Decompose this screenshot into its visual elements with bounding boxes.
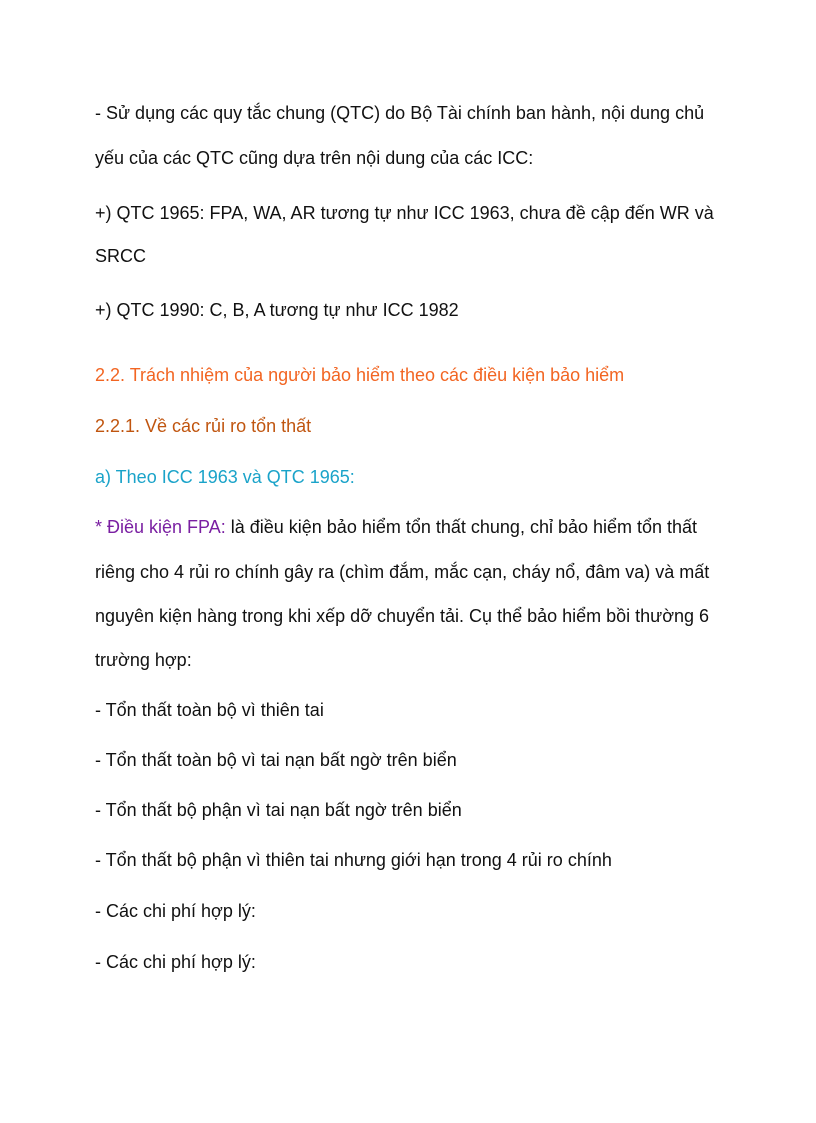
fpa-label: * Điều kiện FPA: (95, 517, 226, 537)
fpa-line-1-text: là điều kiện bảo hiểm tổn thất chung, chỉ bảo hiểm tổn thất (225, 517, 698, 537)
intro-line-1: - Sử dụng các quy tắc chung (QTC) do Bộ Tài chính ban hành, nội dung chủ (95, 103, 705, 123)
fpa-line-3: nguyên kiện hàng trong khi xếp dỡ chuyển tải. Cụ thể bảo hiểm bồi thường 6 (95, 606, 710, 626)
intro-line-2: yếu của các QTC cũng dựa trên nội dung của các ICC: (95, 148, 534, 168)
case-item: - Các chi phí hợp lý: (95, 901, 256, 921)
qtc1965-line-2: SRCC (95, 246, 147, 266)
section-heading: 2.2. Trách nhiệm của người bảo hiểm theo các điều kiện bảo hiểm (95, 365, 625, 385)
case-item: - Tổn thất toàn bộ vì thiên tai (95, 700, 324, 720)
subsection-heading: 2.2.1. Về các rủi ro tổn thất (95, 416, 312, 436)
fpa-line-2: riêng cho 4 rủi ro chính gây ra (chìm đắm, mắc cạn, cháy nổ, đâm va) và mất (95, 562, 710, 582)
case-item: - Các chi phí hợp lý: (95, 952, 256, 972)
subsubsection-heading: a) Theo ICC 1963 và QTC 1965: (95, 467, 355, 487)
case-item: - Tổn thất bộ phận vì tai nạn bất ngờ trên biển (95, 800, 462, 820)
case-item: - Tổn thất bộ phận vì thiên tai nhưng giới hạn trong 4 rủi ro chính (95, 850, 612, 870)
fpa-line-4: trường hợp: (95, 650, 192, 670)
qtc1965-line-1: +) QTC 1965: FPA, WA, AR tương tự như ICC 1963, chưa đề cập đến WR và (95, 203, 714, 223)
case-item: - Tổn thất toàn bộ vì tai nạn bất ngờ trên biển (95, 750, 457, 770)
fpa-line-1 (95, 516, 726, 538)
qtc1990-line: +) QTC 1990: C, B, A tương tự như ICC 1982 (95, 300, 459, 320)
